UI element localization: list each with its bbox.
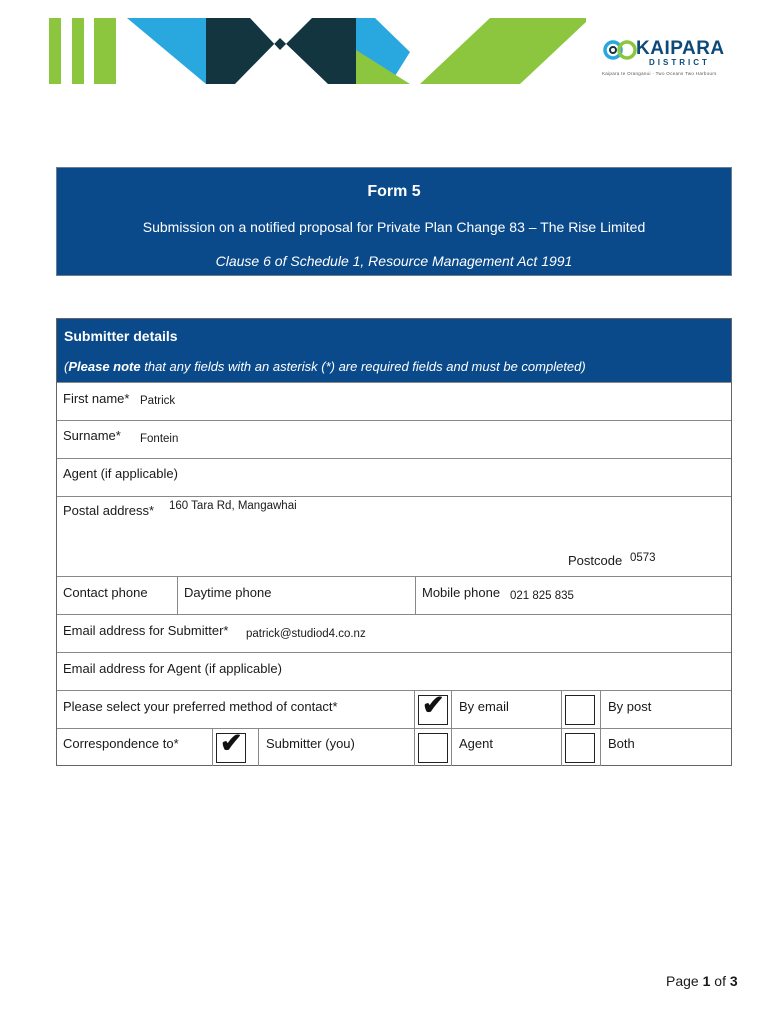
divider [451, 729, 452, 766]
divider [561, 691, 562, 728]
postcode-label: Postcode [568, 553, 623, 568]
preferred-contact-label: Please select your preferred method of contact* [63, 699, 338, 714]
brand-name: KAIPARA [636, 38, 725, 59]
page-number [666, 973, 738, 989]
brand-district: DISTRICT [649, 58, 710, 67]
postal-address-row[interactable] [57, 496, 731, 576]
divider [414, 729, 415, 766]
submitter-email-label: Email address for Submitter* [63, 623, 229, 638]
banner-green-diagonal [420, 18, 586, 84]
agent-email-label: Email address for Agent (if applicable) [63, 661, 282, 676]
divider [177, 577, 178, 614]
section-header [57, 319, 731, 382]
first-name-row[interactable] [57, 382, 731, 420]
banner-dark-v [206, 18, 356, 84]
surname-row[interactable] [57, 420, 731, 458]
form-act-reference: Clause 6 of Schedule 1, Resource Management Act 1991 [215, 253, 573, 269]
surname-label: Surname* [63, 428, 121, 443]
divider [600, 729, 601, 766]
banner-bar-2 [72, 18, 84, 84]
by-email-label: By email [459, 699, 509, 714]
agent-checkbox[interactable] [418, 733, 448, 763]
banner-cyan-shape [127, 18, 206, 84]
mobile-phone-value[interactable]: 021 825 835 [510, 590, 574, 602]
agent-email-row[interactable] [57, 652, 731, 690]
form-subtitle: Submission on a notified proposal for Private Plan Change 83 – The Rise Limited [142, 219, 646, 235]
banner-bar-3 [94, 18, 116, 84]
required-fields-note [64, 359, 586, 374]
submitter-email-row[interactable] [57, 614, 731, 652]
banner-bar-1 [49, 18, 61, 84]
submitter-you-checkbox[interactable] [216, 728, 246, 763]
preferred-contact-row [57, 690, 731, 728]
postal-address-value[interactable]: 160 Tara Rd, Mangawhai [169, 500, 297, 512]
divider [212, 729, 213, 766]
page-of: of [714, 973, 726, 989]
both-checkbox[interactable] [565, 733, 595, 763]
agent-row[interactable] [57, 458, 731, 496]
both-label: Both [608, 736, 635, 751]
postcode-value[interactable]: 0573 [630, 552, 656, 564]
check-mark-icon: ✔ [422, 690, 445, 720]
divider [561, 729, 562, 766]
by-email-checkbox[interactable] [418, 690, 448, 725]
daytime-phone-label[interactable]: Daytime phone [184, 585, 272, 600]
section-title: Submitter details [64, 328, 178, 344]
note-bold: Please note [68, 359, 141, 374]
brand-tagline: Kaipara te Oranganui · Two Oceans Two Harbours [602, 71, 717, 76]
submitter-details-table [56, 318, 732, 766]
first-name-value[interactable]: Patrick [140, 395, 176, 407]
surname-value[interactable]: Fontein [140, 433, 179, 445]
check-mark-icon: ✔ [220, 728, 243, 758]
correspondence-label: Correspondence to* [63, 736, 179, 751]
kaipara-logo-icon [605, 42, 635, 58]
postal-address-label: Postal address* [63, 503, 155, 518]
page-total: 3 [729, 973, 738, 989]
divider [451, 691, 452, 728]
correspondence-row [57, 728, 731, 766]
divider [415, 577, 416, 614]
divider [414, 691, 415, 728]
form-header [56, 167, 732, 276]
divider [258, 729, 259, 766]
first-name-label: First name* [63, 391, 130, 406]
agent-label: Agent (if applicable) [63, 466, 178, 481]
mobile-phone-label: Mobile phone [422, 585, 501, 600]
contact-phone-label: Contact phone [63, 585, 148, 600]
page-current: 1 [702, 973, 711, 989]
agent-option-label: Agent [459, 736, 493, 751]
submitter-email-value[interactable]: patrick@studiod4.co.nz [246, 628, 366, 640]
by-post-checkbox[interactable] [565, 695, 595, 725]
note-rest: that any fields with an asterisk (*) are required fields and must be completed) [140, 359, 586, 374]
submitter-you-label: Submitter (you) [266, 736, 355, 751]
divider [600, 691, 601, 728]
contact-phone-row [57, 576, 731, 614]
page-label: Page [666, 973, 699, 989]
note-open: ( [64, 359, 69, 374]
form-title: Form 5 [367, 183, 421, 200]
by-post-label: By post [608, 699, 652, 714]
